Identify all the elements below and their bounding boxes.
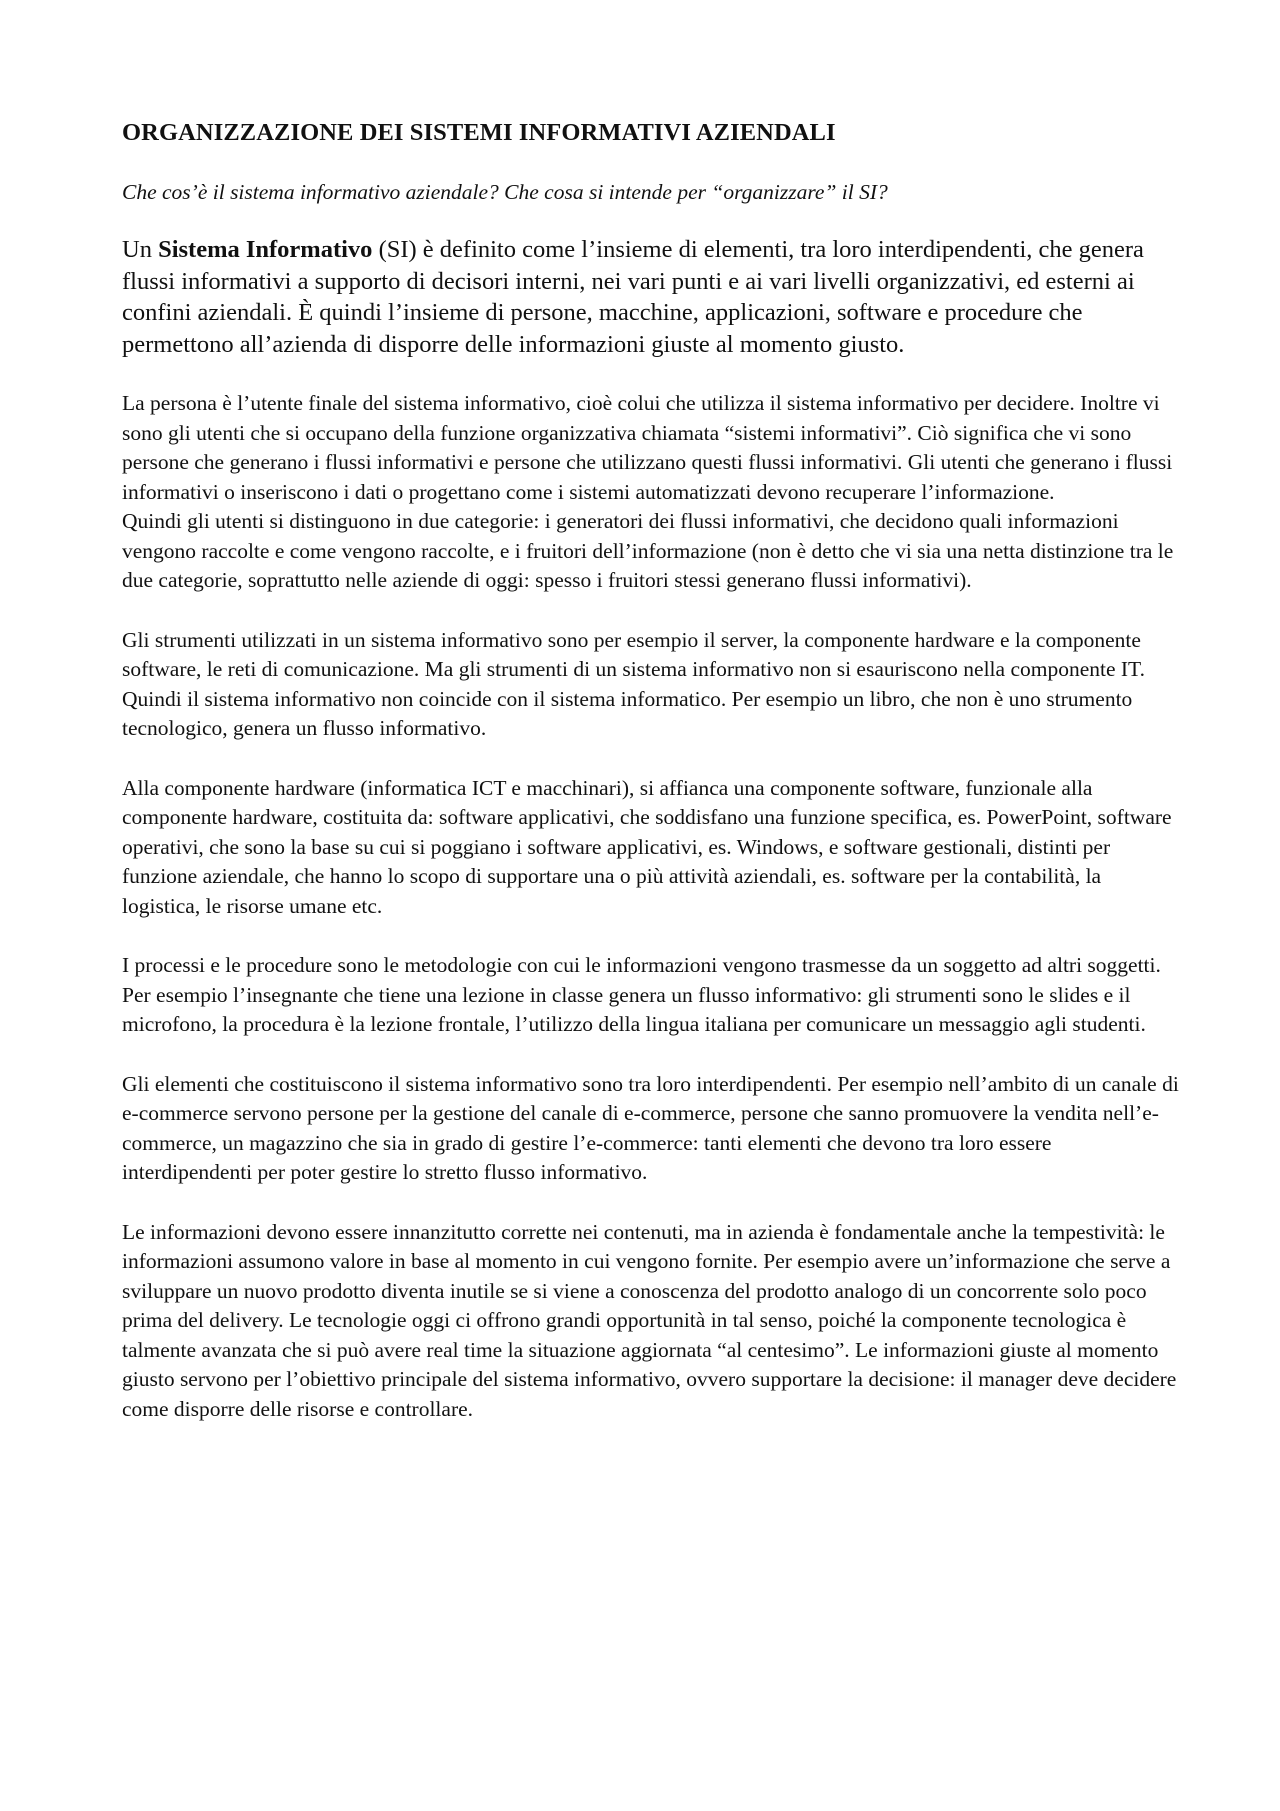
document-subtitle: Che cos’è il sistema informativo aziendale? Che cosa si intende per “organizzare” il SI? bbox=[122, 180, 888, 204]
paragraph-users: La persona è l’utente finale del sistema informativo, cioè colui che utilizza il sistema informativo per decidere. Inoltre vi sono gli utenti che si occupano della funzione organizzativa chiamata “sistemi informativi”. Ciò significa che vi sono persone che generano i flussi informativi e persone che utilizzano questi flussi informativi. Gli utenti che generano i flussi informativi o inseriscono i dati o progettano come i sistemi automatizzati devono recuperare l’informazione. bbox=[122, 391, 1173, 504]
paragraph-processes: I processi e le procedure sono le metodologie con cui le informazioni vengono trasmesse da un soggetto ad altri soggetti. Per esempio l’insegnante che tiene una lezione in classe genera un flusso informativo: gli strumenti sono le slides e il microfono, la procedura è la lezione frontale, l’utilizzo della lingua italiana per comunicare un messaggio agli studenti. bbox=[122, 953, 1161, 1036]
paragraph-interdependence: Gli elementi che costituiscono il sistema informativo sono tra loro interdipendenti. Per esempio nell’ambito di un canale di e-commerce servono persone per la gestione del canale di e-commerce, persone che sanno promuovere la vendita nell’e-commerce, un magazzino che sia in grado di gestire l’e-commerce: tanti elementi che devono tra loro essere interdipendenti per poter gestire lo stretto flusso informativo. bbox=[122, 1071, 1179, 1184]
intro-paragraph bbox=[122, 234, 1182, 360]
intro-term: Sistema Informativo bbox=[158, 236, 373, 263]
paragraph-software: Alla componente hardware (informatica ICT e macchinari), si affianca una componente software, funzionale alla componente hardware, costituita da: software applicativi, che soddisfano una funzione specifica, es. PowerPoint, software operativi, che sono la base su cui si poggiano i software applicativi, es. Windows, e software gestionali, distinti per funzione aziendale, che hanno lo scopo di supportare una o più attività aziendali, es. software per la contabilità, la logistica, le risorse umane etc. bbox=[122, 775, 1172, 918]
paragraph-user-categories: Quindi gli utenti si distinguono in due categorie: i generatori dei flussi informativi, che decidono quali informazioni vengono raccolte e come vengono raccolte, e i fruitori dell’informazione (non è detto che vi sia una netta distinzione tra le due categorie, soprattutto nelle aziende di oggi: spesso i fruitori stessi generano flussi informativi). bbox=[122, 509, 1174, 592]
document-title: ORGANIZZAZIONE DEI SISTEMI INFORMATIVI AZIENDALI bbox=[122, 119, 836, 146]
paragraph-tools: Gli strumenti utilizzati in un sistema informativo sono per esempio il server, la componente hardware e la componente software, le reti di comunicazione. Ma gli strumenti di un sistema informativo non si esauriscono nella componente IT. Quindi il sistema informativo non coincide con il sistema informatico. Per esempio un libro, che non è uno strumento tecnologico, genera un flusso informativo. bbox=[122, 627, 1145, 740]
intro-lead: Un bbox=[122, 236, 159, 263]
document-page bbox=[122, 118, 1182, 1424]
intro-rest: (SI) è definito come l’insieme di elementi, tra loro interdipendenti, che genera flussi informativi a supporto di decisori interni, nei vari punti e ai vari livelli organizzativi, ed esterni ai confini aziendali. È quindi l’insieme di persone, macchine, applicazioni, software e procedure che permettono all’azienda di disporre delle informazioni giuste al momento giusto. bbox=[122, 236, 1144, 358]
paragraph-timeliness: Le informazioni devono essere innanzitutto corrette nei contenuti, ma in azienda è fondamentale anche la tempestività: le informazioni assumono valore in base al momento in cui vengono fornite. Per esempio avere un’informazione che serve a sviluppare un nuovo prodotto diventa inutile se si viene a conoscenza del prodotto analogo di un concorrente solo poco prima del delivery. Le tecnologie oggi ci offrono grandi opportunità in tal senso, poiché la componente tecnologica è talmente avanzata che si può avere real time la situazione aggiornata “al centesimo”. Le informazioni giuste al momento giusto servono per l’obiettivo principale del sistema informativo, ovvero supportare la decisione: il manager deve decidere come disporre delle risorse e controllare. bbox=[122, 1219, 1177, 1421]
